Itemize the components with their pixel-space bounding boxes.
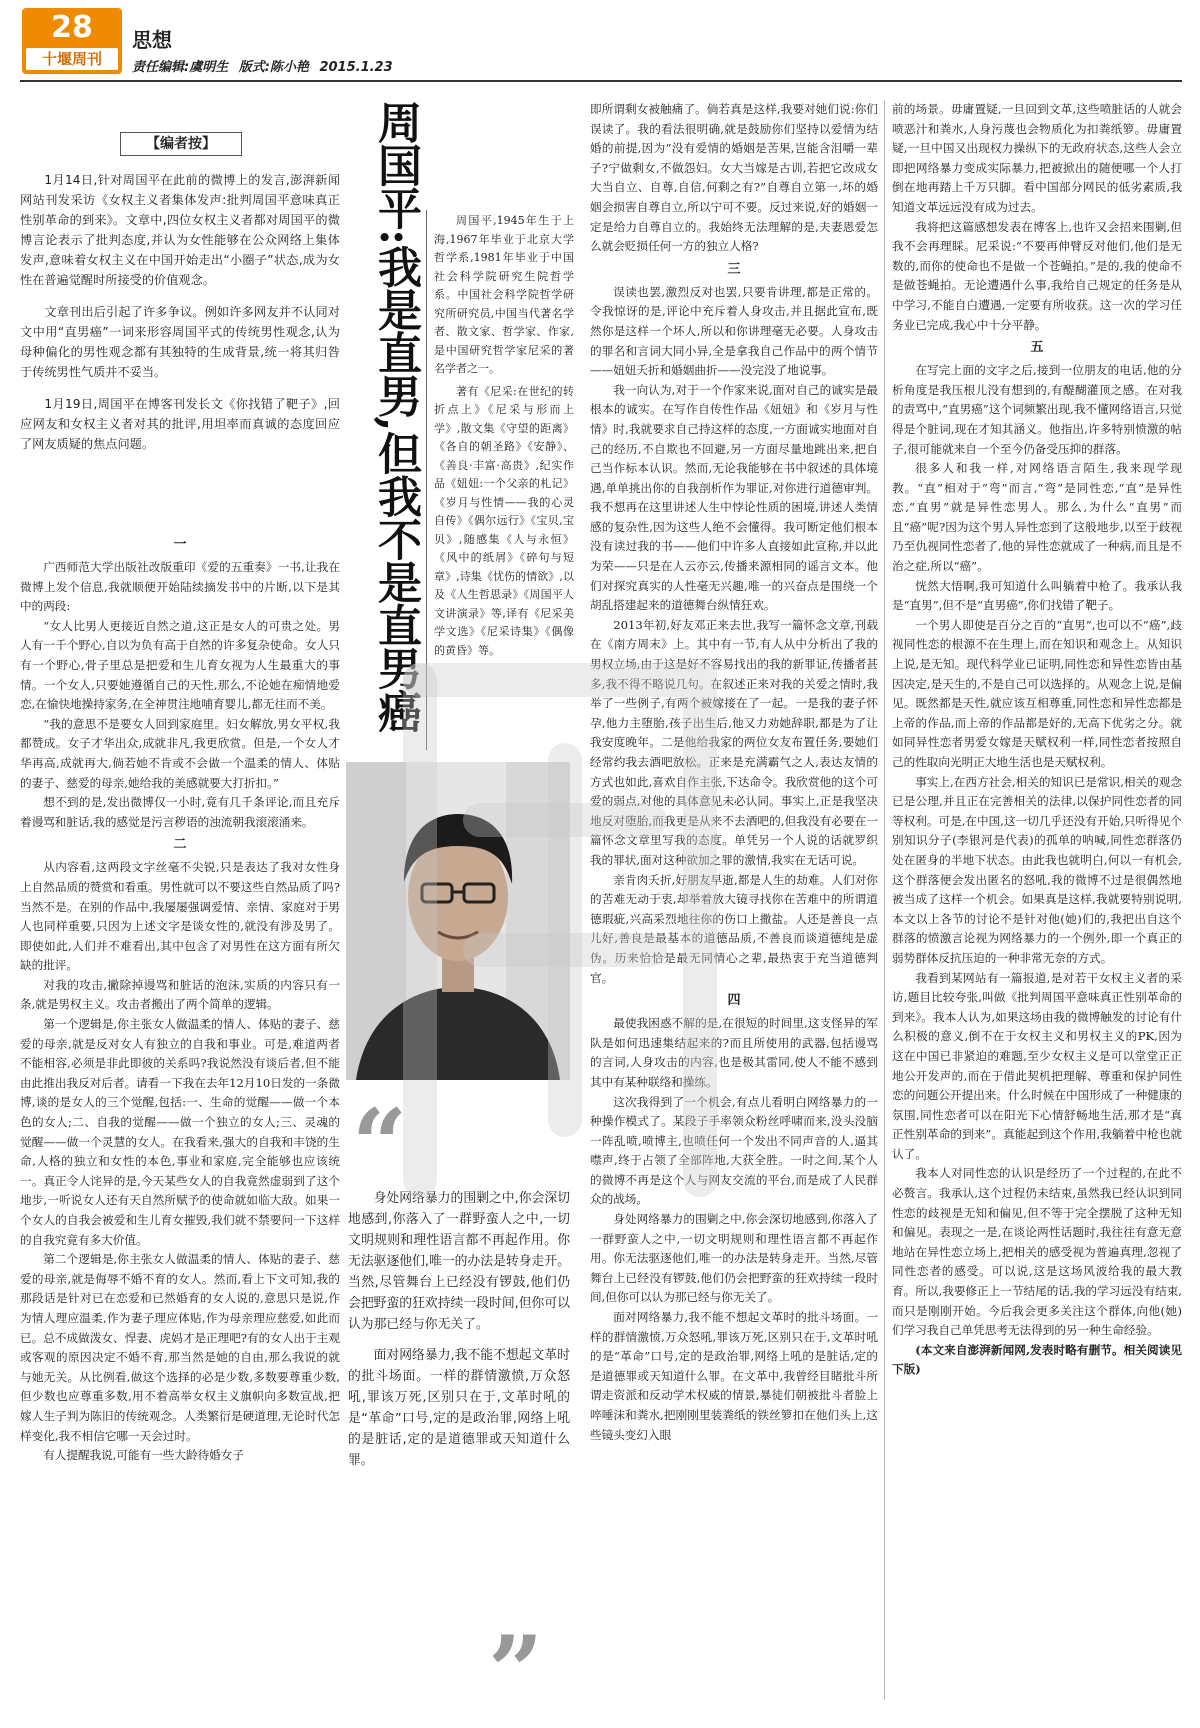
body-paragraph: 我一向认为,对于一个作家来说,面对自己的诚实是最根本的诚实。在写作自传性作品《妞妞》和《岁月与性情》时,我就要求自己持这样的态度,一方面诚实地面对自己的经历,不自欺也不回避,另一方面尽量地跳出来,把自己当作标本认识。然而,无论我能够在书中叙述的具体境遇,单单挑出你的自我剖析作为罪证,对你进行道德审判。我不想再在这里讲述人生中悖论性质的困境,讲述人类情感的复杂性,因为这些人绝不会懂得。我可断定他们根本没有读过我的书——他们中许多人直接如此宣称,并以此为荣——只是在人云亦云,传播来源相同的谣言文本。他们对探究真实的人性毫无兴趣,唯一的兴奋点是围绕一个胡乱搭建起来的道德舞台纵情狂欢。 [590,382,878,613]
body-paragraph: 这次我得到了一个机会,有点儿看明白网络暴力的一种操作模式了。某段子手率领众粉丝呼啸而来,没头没脑一阵乱喷,喷博主,也喷任何一个发出不同声音的人,逼其噤声,终于占领了全部阵地,大获全胜。一时之间,某个人的微博不再是这个人与网友交流的平台,而是成了人民群众的战场。 [590,1094,878,1207]
editors-note-label: 【编者按】 [120,132,242,156]
section-number: 一 [173,537,187,552]
pull-quote [348,1188,570,1471]
editors-note-paragraph: 1月19日,周国平在博客刊发长文《你找错了靶子》,回应网友和女权主义者对其的批评,用坦率而真诚的态度回应了网友质疑的焦点问题。 [20,397,340,451]
pull-quote-paragraph: 身处网络暴力的围剿之中,你会深切地感到,你落入了一群野蛮人之中,一切文明规则和理性语言都不再起作用。你无法驱逐他们,唯一的办法是转身走开。当然,尽管舞台上已经没有锣鼓,他们仍会把野蛮的狂欢持续一段时间,但你可以认为那已经与你无关了。 [348,1191,570,1332]
body-paragraph: 对我的攻击,撇除掉谩骂和脏话的泡沫,实质的内容只有一条,就是男权主义。攻击者搬出了两个简单的逻辑。 [20,977,340,1012]
pull-quote-paragraph: 面对网络暴力,我不能不想起文革时的批斗场面。一样的群情激愤,万众怒吼,罪该万死,区别只在于,文革时吼的是“革命”口号,定的是政治罪,网络上吼的是脏话,定的是道德罪或天知道什么罪。 [348,1348,570,1468]
editor-credit: 责任编辑:虞明生 版式:陈小艳 2015.1.23 [132,60,393,75]
body-paragraph: 想不到的是,发出微博仅一小时,竟有几千条评论,而且充斥着谩骂和脏话,我的感觉是污言秽语的浊流朝我滚滚涌来。 [20,795,340,829]
body-paragraph: 事实上,在西方社会,相关的知识已是常识,相关的观念已是公理,并且正在完善相关的法律,以保护同性恋者的同等权利。可是,在中国,这一切几乎还没有开始,只听得见个别知识分子(李银河是代表)的孤单的呐喊,同性恋群落仍处在匿身的半地下状态。由此我也就明白,何以一有机会,这个群落便会发出匿名的怒吼,我的微博不过是很偶然地被当成了这样一个机会。如果真是这样,我就要特别说明,本文以上各节的讨论不是针对他(她)们的,我把出自这个群落的愤激言论视为网络暴力的一个例外,即一个真正的弱势群体反抗压迫的一种非常无奈的方式。 [892,774,1182,965]
body-paragraph: 最使我困惑不解的是,在很短的时间里,这支怪异的军队是如何迅速集结起来的?而且所使用的武器,包括谩骂的言词,人身攻击的内容,也是极其雷同,使人不能不感到其中有某种联络和操练。 [590,1016,878,1089]
body-paragraph: 广西师范大学出版社改版重印《爱的五重奏》一书,让我在微博上发个信息,我就顺便开始陆续摘发书中的片断,以下是其中的两段: [20,560,340,614]
column-divider [884,100,885,1700]
article-column-1 [20,532,340,1466]
article-headline: 周国平:我是直男,但我不是直男癌 [370,100,421,732]
body-paragraph: 面对网络暴力,我不能不想起文革时的批斗场面。一样的群情激愤,万众怒吼,罪该万死,区别只在于,文革时吼的是“革命”口号,定的是政治罪,网络上吼的是脏话,定的是道德罪或天知道什么罪。在文革中,我曾经目睹批斗所谓走资派和反动学术权威的情景,暴徒们朝被批斗者脸上啐唾沫和粪水,把刚刚里装粪纸的铁丝箩扣在他们头上,这些镜头变幻入眼 [590,1310,878,1442]
body-paragraph: 很多人和我一样,对网络语言陌生,我来现学现教。“直”相对于“弯”而言,“弯”是同性恋,“直”是异性恋,“直男”就是异性恋男人。那么,为什么“直男”而且“癌”呢?因为这个男人异性恋到了这般地步,以至于歧视乃至仇视同性恋者了,他的异性恋就成了一种病,而且是不治之症,所以“癌”。 [892,461,1182,574]
body-paragraph: 亲肯肉夭折,好朋友早逝,都是人生的劫难。人们对你的苦难无动于衷,却举着放大镜寻找你在苦难中的所谓道德瑕疵,兴高采烈地往你的伤口上撒盐。人还是善良一点儿好,善良是最基本的道德品质,不善良而谈道德纯是虚伪。历来恰恰是最无同情心之辈,最热衷于充当道德判官。 [590,872,878,985]
body-paragraph: 前的场景。毋庸置疑,一旦回到文革,这些喷脏话的人就会喷恶汁和粪水,人身污蔑也会物质化为扣粪纸箩。毋庸置疑,一旦中国又出现权力操纵下的无政府状态,这些人会立即把网络暴力变成实际暴力,把被掀出的随便哪一个人打倒在地再踏上千万只脚。看中国部分网民的低劣素质,我知道文革远远没有成为过去。 [892,102,1182,214]
body-paragraph: “我的意思不是要女人回到家庭里。妇女解放,男女平权,我都赞成。女子才华出众,成就非凡,我更欣赏。但是,一个女人才华再高,成就再大,倘若她不肯或不会做一个温柔的情人、体贴的妻子、慈爱的母亲,她给我的美感就要大打折扣。” [20,716,340,790]
body-paragraph: 在写完上面的文字之后,接到一位朋友的电话,他的分析角度是我压根儿没有想到的,有醍醐灌顶之感。在对我的责骂中,“直男癌”这个词频繁出现,我不懂网络语言,只觉得是个脏词,现在才知其涵义。他指出,许多特别愤激的帖子,很可能就来自一个至今仍备受压抑的群落。 [892,363,1182,456]
body-paragraph: 2013年初,好友邓正来去世,我写一篇怀念文章,刊载在《南方周末》上。其中有一节,有人从中分析出了我的男权立场,由于这是好不容易找出的我的新罪证,传播者甚多,我不得不略说几句。在叙述正来对我的关爱之情时,我举了一些例子,有两个被嫁接在了一起。一是我的妻子怀孕,他力主堕胎,孩子出生后,他又力劝她辞职,都是为了让我安度晚年。二是他给我家的两位女友布置任务,要她们经常约我去酒吧放松。正来是充满霸气之人,表达友情的方式也如此,喜欢自作主张,下达命令。我欣赏他的这个可爱的弱点,对他的具体意见未必认同。事实上,正是我坚决地反对堕胎,而我更是从来不去酒吧的,但我没有必要在一篇怀念文章里写我的态度。单凭另一个人说的话就罗织我的罪状,面对这种欲加之罪的激情,我实在无话可说。 [590,617,878,867]
body-paragraph: 身处网络暴力的围剿之中,你会深切地感到,你落入了一群野蛮人之中,一切文明规则和理性语言都不再起作用。你无法驱逐他们,唯一的办法是转身走开。当然,尽管舞台上已经没有锣鼓,他们仍会把野蛮的狂欢持续一段时间,但你可以认为那已经与你无关了。 [590,1212,878,1305]
body-paragraph: 误读也罢,激烈反对也罢,只要肯讲理,都是正常的。令我惊讶的是,评论中充斥着人身攻击,并且据此宣布,既然你是这样一个坏人,所以和你讲理毫无必要。人身攻击的罪名和言词大同小异,全是拿我自己作品中的两个情节——妞妞夭折和婚姻曲折——没完没了地说事。 [590,284,878,378]
section-number: 五 [1030,340,1044,356]
page-badge [22,8,122,74]
author-photo [346,762,570,1080]
quote-close-mark: ” [488,1615,544,1728]
body-paragraph: 即所谓剩女被触痛了。倘若真是这样,我要对她们说:你们误读了。我的看法很明确,就是鼓励你们坚持以爱情为结婚的前提,因为“没有爱情的婚姻是苦果,岂能含泪嚼一辈子?宁做剩女,不做怨妇。女大当嫁是古训,若把它改成女大当自立、自尊,自信,何剩之有?”自尊自立第一,坏的婚姻会损害自尊自立,所以宁可不要。反过来说,好的婚姻一定是给力自尊自立的。我始终无法理解的是,夫妻恩爱怎么就会贬损任何一方的独立人格? [590,102,878,254]
body-paragraph: 一个男人即使是百分之百的“直男”,也可以不“癌”,歧视同性恋的根源不在生理上,而在知识和观念上。从知识上说,是无知。现代科学业已证明,同性恋和异性恋皆由基因决定,是天生的,不是自己可以选择的。从观念上说,是偏见。既然都是天性,就应该互相尊重,同性恋和异性恋都是上帝的作品,而上帝的作品都是好的,无高下优劣之分。就如同异性恋者男爱女嫁是天赋权利一样,同性恋者按照自己的性取向光明正大地生活也是天赋权利。 [892,617,1182,769]
quote-open-mark: “ [352,1088,408,1201]
body-paragraph: 我看到某网站有一篇报道,是对若干女权主义者的采访,题目比较夸张,叫做《批判周国平意味真正性别革命的到来》。我本人认为,如果这场由我的微博触发的讨论有什么积极的意义,倒不在于女权主义和男权主义的PK,因为这在中国已非紧迫的难题,至少女权主义是可以堂堂正正地公开发声的,而在于借此契机把理解、尊重和保护同性恋的问题公开提出来。什么时候在中国形成了一种健康的氛围,同性恋者可以在阳光下心情舒畅地生活,那才是“真正性别革命的到来”。真能起到这个作用,我躺着中枪也就认了。 [892,970,1182,1161]
article-column-2 [590,100,878,1445]
bio-works: 著有《尼采:在世纪的转折点上》《尼采与形而上学》,散文集《守望的距离》《各自的朝圣路》《安静》、《善良·丰富·高贵》,纪实作品《妞妞:一个父亲的札记》《岁月与性情——我的心灵自传》《偶尔远行》《宝贝,宝贝》,随感集《人与永恒》《风中的纸屑》《碎句与短章》,诗集《忧伤的情欲》,以及《人生哲思录》《周国平人文讲演录》等,译有《尼采美学文选》《尼采诗集》《偶像的黄昏》等。 [434,384,574,657]
section-title: 思想 [132,28,172,52]
page-number: 28 [51,10,93,45]
body-paragraph: 第一个逻辑是,你主张女人做温柔的情人、体贴的妻子、慈爱的母亲,就是反对女人有独立的自我和事业。可是,难道两者不能相容,必须是非此即彼的关系吗?我说然没有谈后者,但不能由此推出我反对后者。请看一下我在去年12月10日发的一条微博,谈的是女人的三个觉醒,包括:一、生命的觉醒——做一个本色的女人;二、自我的觉醒——做一个独立的女人;三、灵魂的觉醒——做一个灵慧的女人。在我看来,强大的自我和丰饶的生命,人格的独立和女性的本色,事业和家庭,完全能够也应该统一。真正令人诧异的是,今天某些女人的自我竟然虚弱到了这个地步,一听说女人还有天自然所赋予的使命就如临大敌。如果一个女人的自我会被爱和生儿育女摧毁,我们就不禁要问一下这样的自我究竟有多大价值。 [20,1017,340,1247]
bio-paragraph: 周国平,1945年生于上海,1967年毕业于北京大学哲学系,1981年毕业于中国社会科学院研究生院哲学系。中国社会科学院哲学研究所研究员,中国当代著名学者、散文家、哲学家、作家,是中国研究哲学家尼采的著名学者之一。 [434,214,574,375]
body-paragraph: 我本人对同性恋的认识是经历了一个过程的,在此不必赘言。我承认,这个过程仍未结束,虽然我已经认识到同性恋的歧视是无知和偏见,但不等于完全摆脱了这种无知和偏见。表现之一是,在谈论两性话题时,我往往有意无意地站在异性恋立场上,把相关的感受视为普遍真理,忽视了同性恋者的感受。可以说,这是这场风波给我的最大教育。所以,我要修正上一节结尾的话,我的学习远没有结束,而只是刚刚开始。今后我会更多关注这个群体,向他(她)们学习我自己单凭思考无法得到的另一种生命经验。 [892,1166,1182,1338]
section-number: 二 [173,837,187,853]
editors-note-paragraph: 1月14日,针对周国平在此前的微博上的发言,澎湃新闻网站刊发采访《女权主义者集体发声:批判周国平意味真正性别革命的到来》。文章中,四位女权主义者都对周国平的微博言论表示了批判态度,并认为女性能够在公众网络上集体发声,意味着女权主义在中国开始走出“小圈子”状态,成为女性在普遍觉醒时所接受的价值观念。 [20,173,340,287]
header-rule [20,80,1182,82]
section-number: 三 [727,261,741,277]
body-paragraph: 从内容看,这两段文字丝毫不尖锐,只是表达了我对女性身上自然品质的赞赏和看重。男性就可以不要这些自然品质了吗?当然不是。在别的作品中,我屡屡强调爱情、亲情、家庭对于男人也同样重要,只因为上述文字是谈女性的,就没有涉及男了。即使如此,人们并不难看出,其中包含了对男性在这方面有所欠缺的批评。 [20,860,340,973]
body-paragraph: 有人提醒我说,可能有一些大龄待婚女子 [43,1448,244,1463]
body-paragraph: “女人比男人更接近自然之道,这正是女人的可贵之处。男人有一千个野心,自以为负有高于自然的许多复杂使命。女人只有一个野心,骨子里总是把爱和生儿育女视为人生最重大的事情。一个女人,只要她遵循自己的天性,那么,不论她在痴情地爱恋,在愉快地操持家务,在全神贯注地哺育婴儿,都无往而不美。 [20,618,340,712]
editors-note [20,170,340,454]
source-note: (本文来自澎湃新闻网,发表时略有删节。相关阅读见下版) [892,1342,1182,1377]
article-column-3 [892,100,1182,1380]
body-paragraph: 我将把这篇感想发表在博客上,也许又会招来围剿,但我不会再理睬。尼采说:“不要再伸臂反对他们,他们是无数的,而你的使命也不是做一个苍蝇拍。”是的,我的使命不是做苍蝇拍。无论遭遇什么事,我给自己规定的任务是从中学习,不能自白遭遇,一定要有所收获。这一次的学习任务业已完成,我心中十分平静。 [892,219,1182,332]
publication-name: 十堰周刊 [26,48,118,70]
body-paragraph: 恍然大悟啊,我可知道什么叫躺着中枪了。我承认我是“直男”,但不是“直男癌”,你们找错了靶子。 [892,578,1182,613]
editors-note-paragraph: 文章刊出后引起了许多争议。例如许多网友并不认同对文中用“直男癌”一词来形容周国平式的传统男性观念,认为母种偏化的男性观念都有其独特的生成背景,统一将其归咎于传统男性气质并不妥当。 [20,305,340,379]
headline-divider [426,210,427,750]
body-paragraph: 第二个逻辑是,你主张女人做温柔的情人、体贴的妻子、慈爱的母亲,就是侮辱不婚不育的女人。然而,看上下文可知,我的那段话是针对已在恋爱和已然婚育的女人说的,意思只是说,作为情人理应温柔,作为妻子理应体贴,作为母亲理应慈爱,如此而已。总不成做泼女、悍妻、虎妈才是正理吧?有的女人出于主观或客观的原因决定不婚不育,那当然是她的自由,那么我说的就与她无关。从比例看,做这个选择的必是少数,多数要尊重少数,但少数也应尊重多数,用不着高举女权主义旗帜向多数宣战,把嫁人生子判为陈旧的传统观念。人类繁衍是硬道理,无论时代怎样变化,我不相信它哪一天会过时。 [20,1252,340,1443]
author-bio [434,212,574,660]
section-number: 四 [727,993,741,1009]
